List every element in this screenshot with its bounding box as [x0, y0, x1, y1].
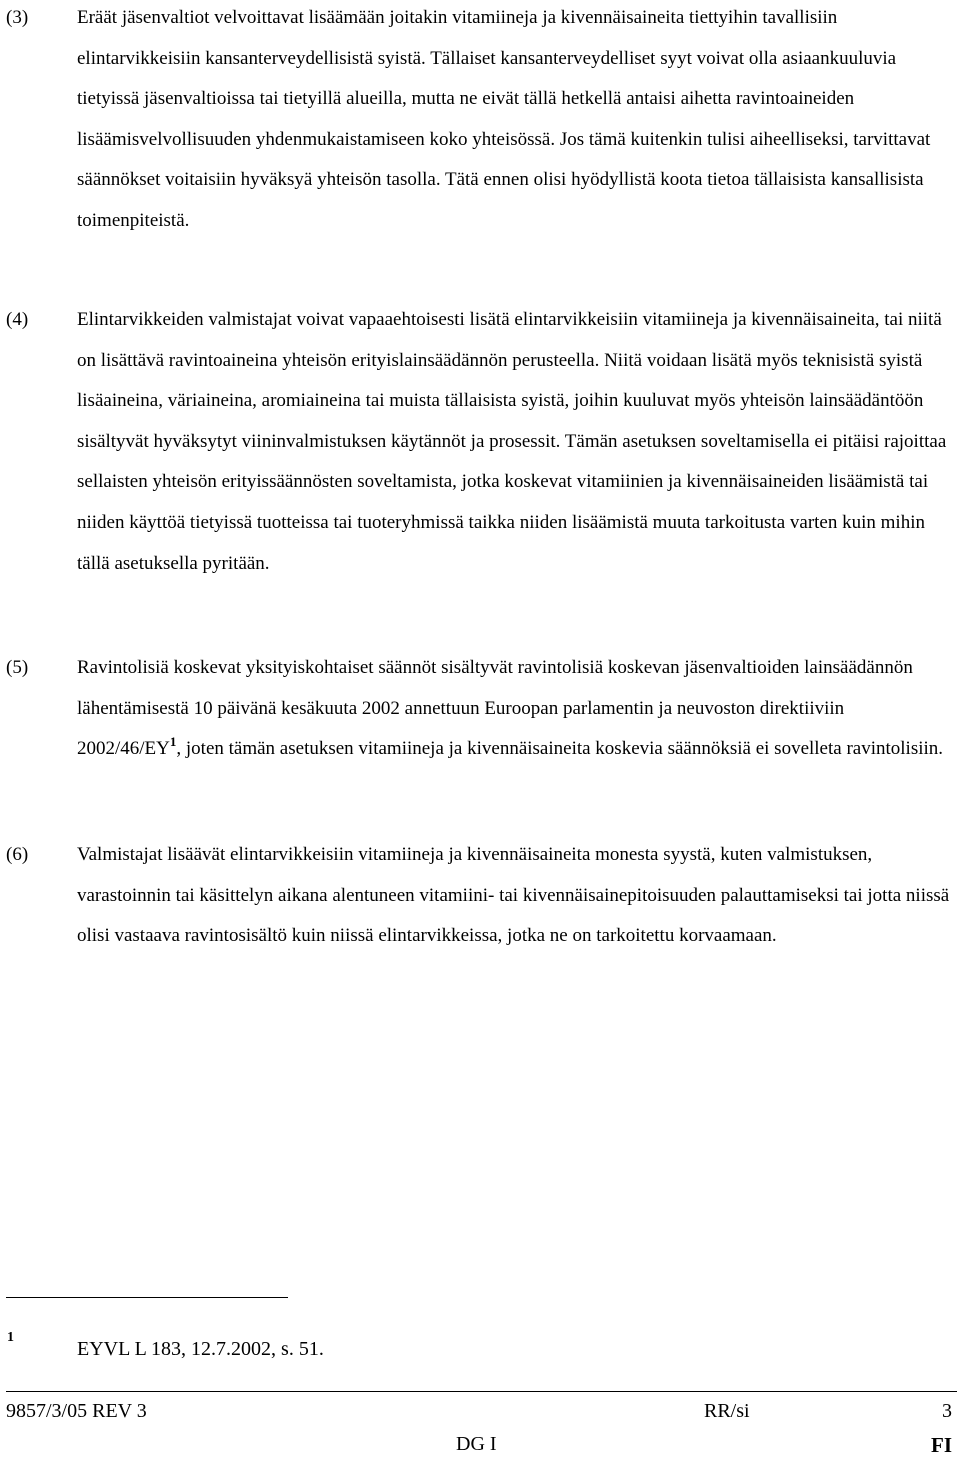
paragraph-text-before: Ravintolisiä koskevat yksityiskohtaiset säännöt sisältyvät ravintolisiä koskevan jäsenvaltioiden lainsäädännön lähentämisestä 10 päivänä kesäkuuta 2002 annettuun Euroopan parlamentin ja neuvoston direktiiviin 2002/46/EY — [77, 657, 913, 760]
footnote-reference[interactable]: 1 — [169, 733, 177, 749]
footer-separator — [6, 1391, 957, 1392]
paragraph-number: (6) — [6, 844, 29, 865]
paragraph-text: Elintarvikkeiden valmistajat voivat vapaaehtoisesti lisätä elintarvikkeisiin vitamiineja ja kivennäisaineita, tai niitä on lisättävä ravintoaineina yhteisön erityislainsäädännön perusteella. Niitä voidaan lisätä myös teknisistä syistä lisäaineina, väriaineina, aromiaineina tai muista tällaisista syistä, joihin kuuluvat myös yhteisön lainsäädäntöön sisältyvät hyväksytyt viininvalmistuksen käytännöt ja prosessit. Tämän asetuksen soveltamisella ei pitäisi rajoittaa sellaisten yhteisön erityissäännösten soveltamista, jotka koskevat vitamiinien ja kivennäisaineiden lisäämistä tai niiden käyttöä tietyissä tuotteissa tai tuoteryhmissä taikka niiden lisäämistä muuta tarkoitusta varten kuin mihin tällä asetuksella pyritään. — [77, 309, 947, 574]
paragraph-text — [77, 648, 953, 770]
footnote-separator — [6, 1297, 288, 1298]
document-reference: 9857/3/05 REV 3 — [6, 1400, 147, 1422]
paragraph-text: Valmistajat lisäävät elintarvikkeisiin vitamiineja ja kivennäisaineita monesta syystä, kuten valmistuksen, varastoinnin tai käsittelyn aikana alentuneen vitamiini- tai kivennäisainepitoisuuden palauttamiseksi tai jotta niissä olisi vastaava ravintosisältö kuin niissä elintarvikkeissa, jotka ne on tarkoitettu korvaamaan. — [77, 844, 950, 947]
paragraph-text: Eräät jäsenvaltiot velvoittavat lisäämään joitakin vitamiineja ja kivennäisaineita tiettyihin tavallisiin elintarvikkeisiin kansanterveydellisistä syistä. Tällaiset kansanterveydelliset syyt voivat olla asiaankuuluvia tietyissä jäsenvaltioissa tai tietyillä alueilla, mutta ne eivät tällä hetkellä antaisi aihetta ravintoaineiden lisäämisvelvollisuuden yhdenmukaistamiseen koko yhteisössä. Jos tämä kuitenkin tulisi aiheelliseksi, tarvittavat säännökset voitaisiin hyväksyä yhteisön tasolla. Tätä ennen olisi hyödyllistä koota tietoa tällaisista kansallisista toimenpiteistä. — [77, 7, 931, 231]
paragraph-number: (4) — [6, 309, 29, 330]
paragraph-text-after: , joten tämän asetuksen vitamiineja ja kivennäisaineita koskevia säännöksiä ei sovelleta ravintolisiin. — [176, 738, 944, 760]
author-initials: RR/si — [704, 1400, 750, 1422]
language-code: FI — [931, 1433, 952, 1457]
footnote-mark: 1 — [7, 1330, 14, 1345]
paragraph-number: (5) — [6, 657, 29, 678]
footnote-text: EYVL L 183, 12.7.2002, s. 51. — [77, 1338, 324, 1360]
page-number: 3 — [942, 1400, 952, 1422]
paragraph-number: (3) — [6, 7, 29, 28]
directorate-general: DG I — [456, 1433, 497, 1455]
